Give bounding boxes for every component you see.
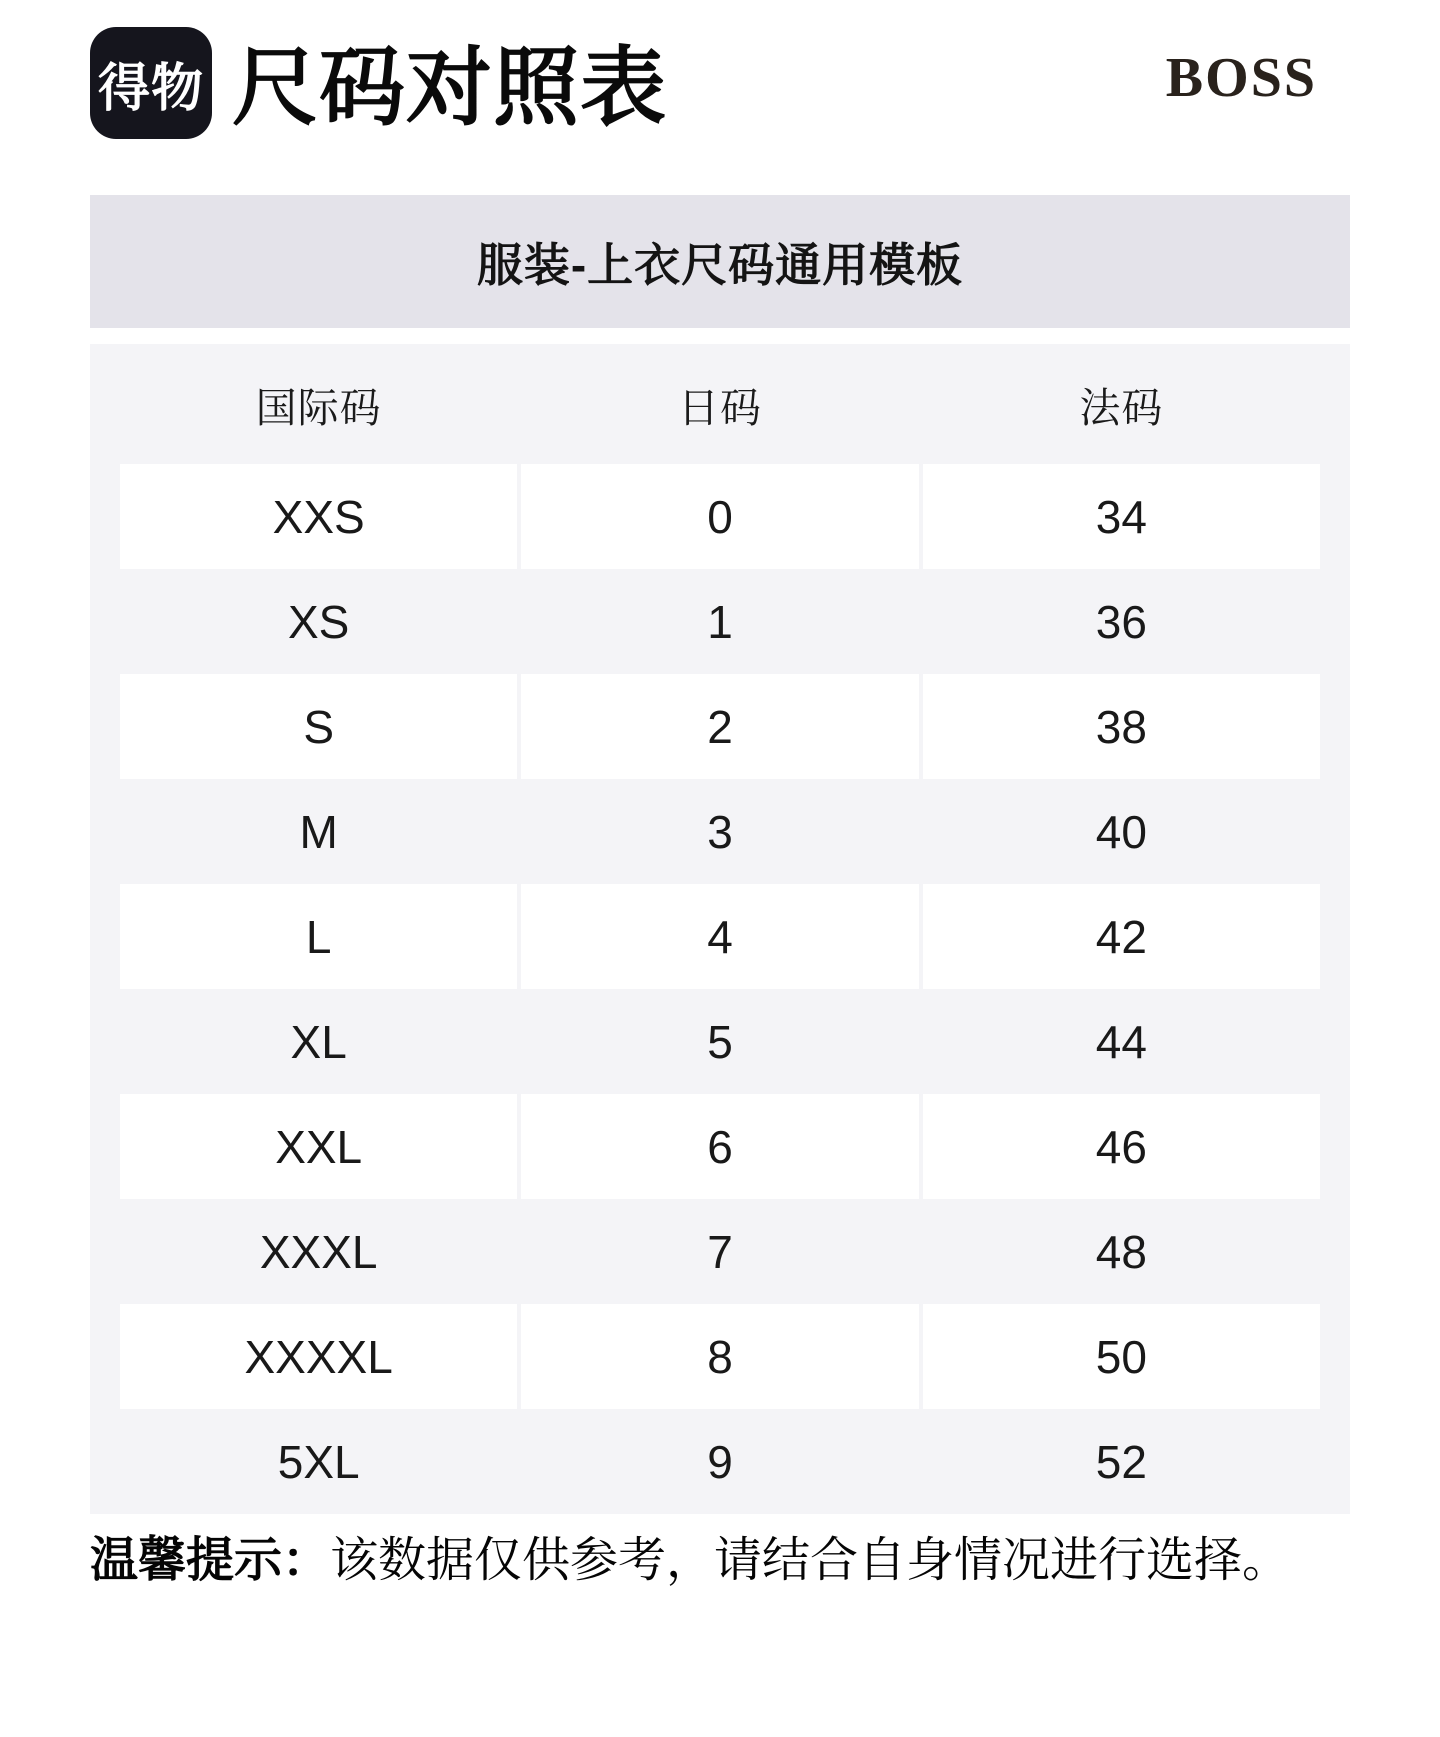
cell-intl-size: XL xyxy=(290,1015,347,1068)
cell-fr-size: 48 xyxy=(1095,1225,1147,1278)
column-header-fr: 法码 xyxy=(1079,384,1164,431)
cell-intl-size: XS xyxy=(287,595,350,648)
cell-fr-size: 38 xyxy=(923,674,1320,779)
cell-fr-size: 40 xyxy=(1095,805,1147,858)
cell-jp-size: 2 xyxy=(521,674,918,779)
size-table xyxy=(90,344,1350,1514)
table-row xyxy=(90,779,1350,884)
cell-fr-size: 44 xyxy=(1095,1015,1147,1068)
cell-intl-size: XXS xyxy=(120,464,517,569)
footer-tip xyxy=(90,1532,1290,1590)
cell-fr-size: 52 xyxy=(1095,1435,1147,1488)
cell-intl-size: XXXXL xyxy=(120,1304,517,1409)
cell-jp-size: 0 xyxy=(521,464,918,569)
cell-jp-size: 9 xyxy=(707,1435,733,1488)
footer-tip-text: 该数据仅供参考，请结合自身情况进行选择。 xyxy=(330,1534,1291,1587)
cell-intl-size: XXXL xyxy=(259,1225,378,1278)
cell-intl-size: S xyxy=(120,674,517,779)
cell-fr-size: 36 xyxy=(1095,595,1147,648)
brand-logo: BOSS xyxy=(1165,47,1317,109)
cell-jp-size: 6 xyxy=(521,1094,918,1199)
column-header-jp: 日码 xyxy=(677,384,762,431)
banner-title: 服装-上衣尺码通用模板 xyxy=(476,238,964,291)
footer-tip-label: 温馨提示： xyxy=(90,1534,331,1587)
dewu-logo xyxy=(90,27,212,139)
table-row xyxy=(90,989,1350,1094)
table-row xyxy=(90,1409,1350,1514)
table-rows xyxy=(90,464,1350,1514)
cell-jp-size: 1 xyxy=(707,595,733,648)
cell-fr-size: 34 xyxy=(923,464,1320,569)
table-row xyxy=(90,569,1350,674)
table-row xyxy=(90,1094,1350,1199)
dewu-logo-text: 得物 xyxy=(97,59,204,118)
cell-jp-size: 5 xyxy=(707,1015,733,1068)
cell-jp-size: 7 xyxy=(707,1225,733,1278)
template-banner xyxy=(90,195,1350,328)
table-header-row xyxy=(90,344,1350,464)
cell-jp-size: 3 xyxy=(707,805,733,858)
cell-fr-size: 42 xyxy=(923,884,1320,989)
cell-jp-size: 4 xyxy=(521,884,918,989)
cell-jp-size: 8 xyxy=(521,1304,918,1409)
table-row xyxy=(90,674,1350,779)
column-header-intl: 国际码 xyxy=(255,384,382,431)
page-title: 尺码对照表 xyxy=(232,40,667,136)
cell-intl-size: 5XL xyxy=(277,1435,360,1488)
cell-fr-size: 46 xyxy=(923,1094,1320,1199)
cell-fr-size: 50 xyxy=(923,1304,1320,1409)
table-row xyxy=(90,884,1350,989)
table-row xyxy=(90,1199,1350,1304)
table-row xyxy=(90,1304,1350,1409)
cell-intl-size: XXL xyxy=(120,1094,517,1199)
table-row xyxy=(90,464,1350,569)
cell-intl-size: L xyxy=(120,884,517,989)
cell-intl-size: M xyxy=(299,805,338,858)
